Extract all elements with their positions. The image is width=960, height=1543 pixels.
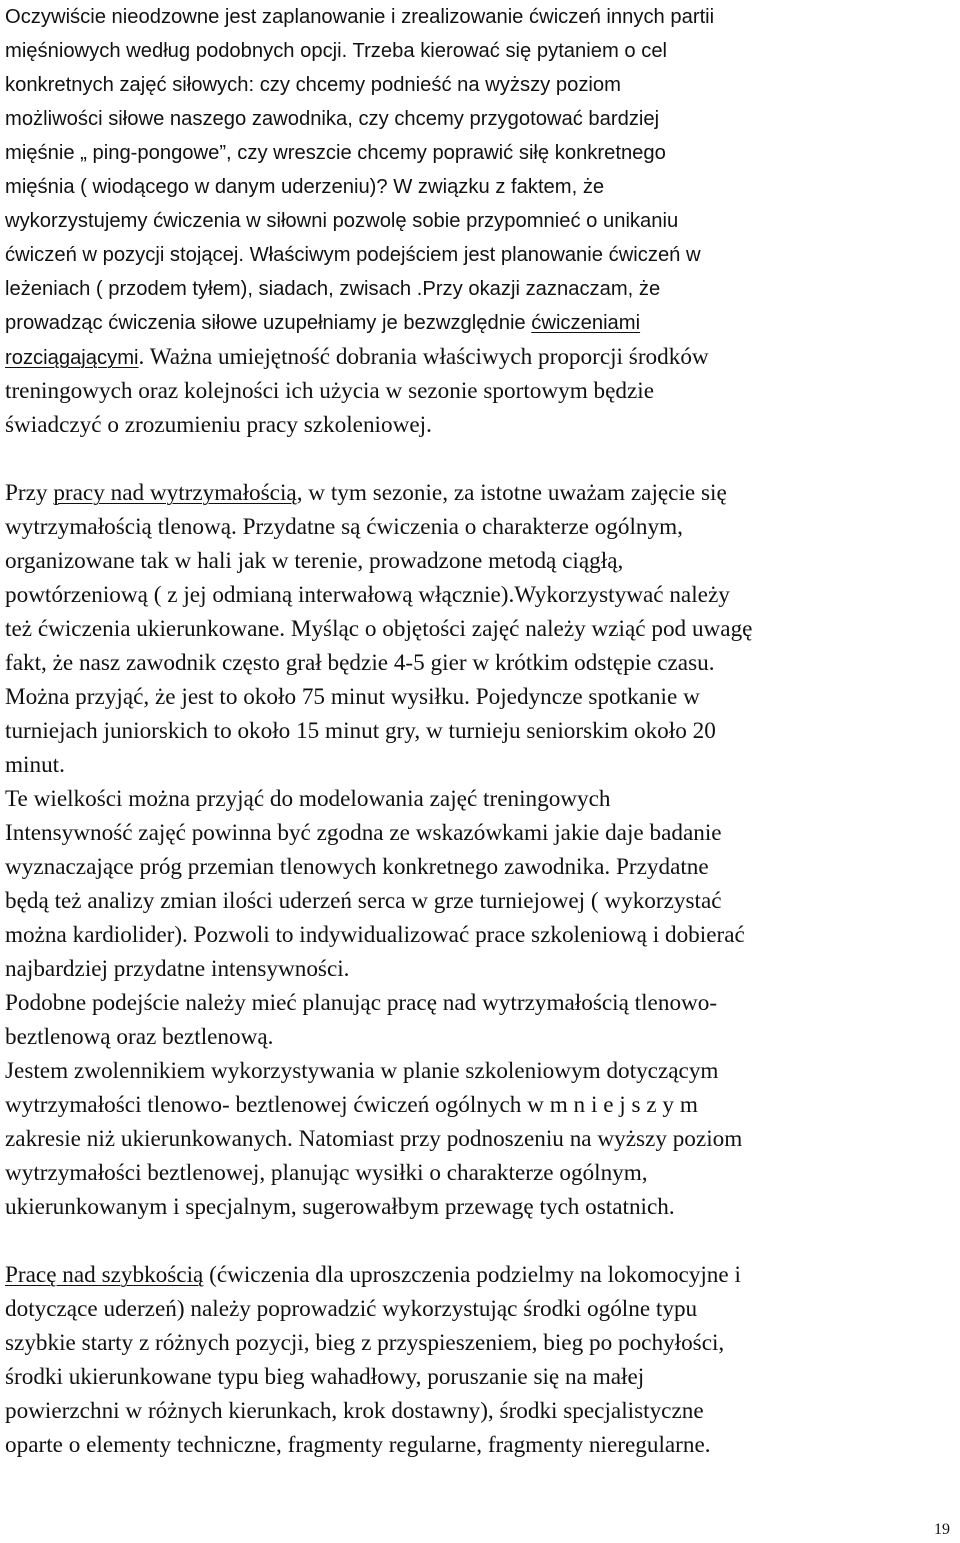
text-line: dotyczące uderzeń) należy poprowadzić wykorzystując środki ogólne typu [5, 1296, 698, 1322]
text-line: konkretnych zajęć siłowych: czy chcemy podnieść na wyższy poziom [5, 74, 621, 96]
text-line: fakt, że nasz zawodnik często grał będzie 4-5 gier w krótkim odstępie czasu. [5, 650, 715, 676]
text-line [5, 1258, 957, 1292]
text-run: prowadząc ćwiczenia siłowe uzupełniamy je bezwzględnie [5, 312, 532, 334]
text-line: najbardziej przydatne intensywności. [5, 956, 350, 982]
text-line: Intensywność zajęć powinna być zgodna ze wskazówkami jakie daje badanie [5, 820, 722, 846]
paragraph-strength-training [5, 0, 957, 442]
text-line: środki ukierunkowane typu bieg wahadłowy, poruszanie się na małej [5, 1364, 645, 1390]
page-number: 19 [934, 1521, 950, 1538]
text-line: powtórzeniową ( z jej odmianą interwałową włącznie).Wykorzystywać należy [5, 582, 730, 608]
text-line: wykorzystujemy ćwiczenia w siłowni pozwolę sobie przypomnieć o unikaniu [5, 210, 679, 232]
text-line: zakresie niż ukierunkowanych. Natomiast przy podnoszeniu na wyższy poziom [5, 1126, 743, 1152]
text-line: powierzchni w różnych kierunkach, krok dostawny), środki specjalistyczne [5, 1398, 704, 1424]
text-line: mięśniowych według podobnych opcji. Trzeba kierować się pytaniem o cel [5, 40, 668, 62]
text-line: Oczywiście nieodzowne jest zaplanowanie i zrealizowanie ćwiczeń innych partii [5, 6, 715, 28]
underlined-term-stretching-exercises: ćwiczeniami [531, 312, 641, 334]
text-line: Można przyjąć, że jest to około 75 minut wysiłku. Pojedyncze spotkanie w [5, 684, 700, 710]
text-line: szybkie starty z różnych pozycji, bieg z przyspieszeniem, bieg po pochyłości, [5, 1330, 725, 1356]
text-run: , w tym sezonie, za istotne uważam zajęcie się [296, 480, 727, 506]
text-line: ukierunkowanym i specjalnym, sugerowałbym przewagę tych ostatnich. [5, 1194, 675, 1220]
text-line: Jestem zwolennikiem wykorzystywania w planie szkoleniowym dotyczącym [5, 1058, 719, 1084]
text-line: Te wielkości można przyjąć do modelowania zajęć treningowych [5, 786, 611, 812]
text-line: wytrzymałości tlenowo- beztlenowej ćwiczeń ogólnych w m n i e j s z y m [5, 1092, 698, 1118]
underlined-term-stretching-exercises-continued: rozciągającymi [5, 347, 139, 369]
underlined-term-speed-work: Pracę nad szybkością [5, 1262, 204, 1288]
text-line: wytrzymałości beztlenowej, planując wysiłki o charakterze ogólnym, [5, 1160, 648, 1186]
text-line: będą też analizy zmian ilości uderzeń serca w grze turniejowej ( wykorzystać [5, 888, 722, 914]
text-line: mięśnia ( wiodącego w danym uderzeniu)? W związku z faktem, że [5, 176, 605, 198]
text-line: mięśnie „ ping-pongowe”, czy wreszcie chcemy poprawić siłę konkretnego [5, 142, 666, 164]
text-line [5, 306, 957, 340]
text-run: . Ważna umiejętność dobrania właściwych proporcji środków [138, 344, 709, 370]
text-line: leżeniach ( przodem tyłem), siadach, zwisach .Przy okazji zaznaczam, że [5, 278, 661, 300]
paragraph-spacer [5, 1224, 957, 1258]
text-line [5, 476, 957, 510]
text-line: beztlenową oraz beztlenową. [5, 1024, 274, 1050]
underlined-term-endurance-work: pracy nad wytrzymałością [53, 480, 297, 506]
text-run: (ćwiczenia dla uproszczenia podzielmy na lokomocyjne i [203, 1262, 741, 1288]
paragraph-endurance-training [5, 476, 957, 1224]
text-run: Przy [5, 480, 54, 506]
paragraph-spacer [5, 442, 957, 476]
text-line: organizowane tak w hali jak w terenie, prowadzone metodą ciągłą, [5, 548, 624, 574]
text-line: też ćwiczenia ukierunkowane. Myśląc o objętości zajęć należy wziąć pod uwagę [5, 616, 753, 642]
text-line: oparte o elementy techniczne, fragmenty regularne, fragmenty nieregularne. [5, 1432, 711, 1458]
text-line: minut. [5, 752, 65, 778]
text-line: można kardiolider). Pozwoli to indywidualizować prace szkoleniową i dobierać [5, 922, 745, 948]
paragraph-speed-training [5, 1258, 957, 1462]
text-line: świadczyć o zrozumieniu pracy szkoleniowej. [5, 412, 432, 438]
text-line: turniejach juniorskich to około 15 minut gry, w turnieju seniorskim około 20 [5, 718, 716, 744]
text-line: wytrzymałością tlenową. Przydatne są ćwiczenia o charakterze ogólnym, [5, 514, 683, 540]
text-line: treningowych oraz kolejności ich użycia w sezonie sportowym będzie [5, 378, 655, 404]
document-page [5, 0, 957, 1462]
text-line: wyznaczające próg przemian tlenowych konkretnego zawodnika. Przydatne [5, 854, 709, 880]
text-line [5, 340, 957, 374]
text-line: ćwiczeń w pozycji stojącej. Właściwym podejściem jest planowanie ćwiczeń w [5, 244, 701, 266]
text-line: możliwości siłowe naszego zawodnika, czy chcemy przygotować bardziej [5, 108, 660, 130]
text-line: Podobne podejście należy mieć planując pracę nad wytrzymałością tlenowo- [5, 990, 718, 1016]
